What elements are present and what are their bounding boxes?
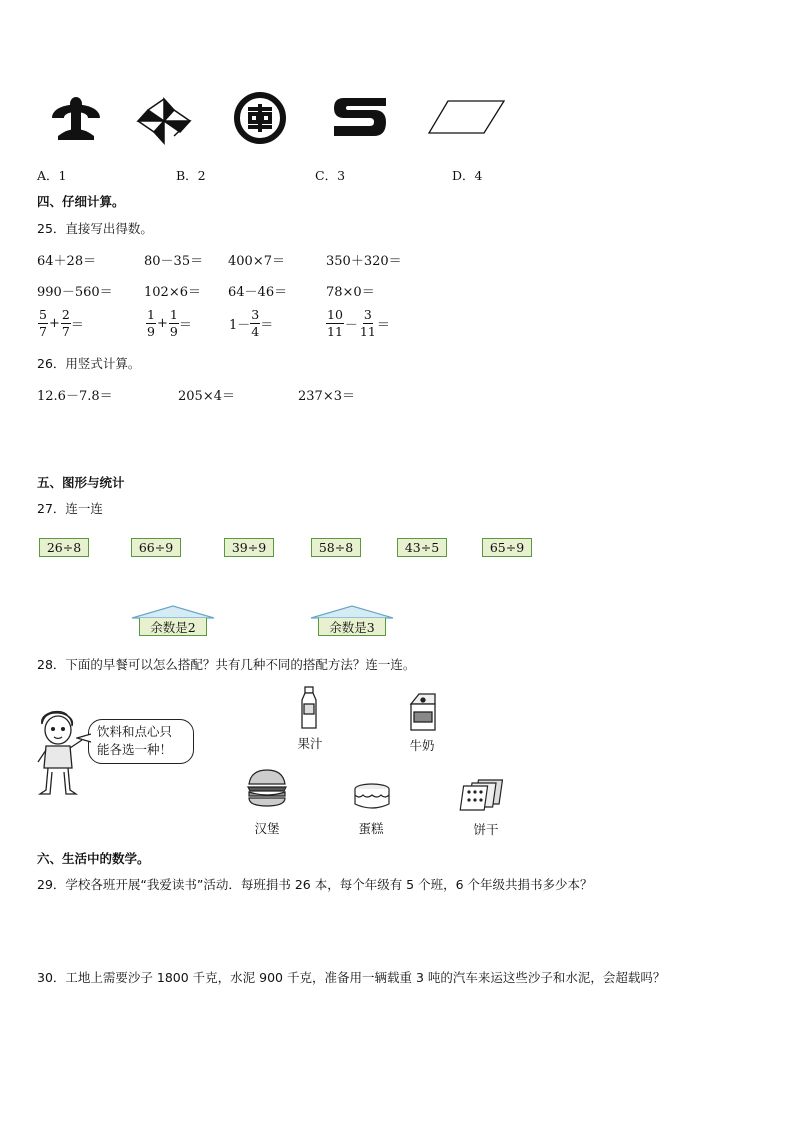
q25-r1-c2: 80－35＝ — [144, 254, 204, 269]
speech-line-2: 能各选一种！ — [97, 742, 173, 757]
q26-item-2: 205×4＝ — [178, 389, 235, 404]
milk-carton-icon — [405, 692, 441, 732]
hamburger-icon — [245, 768, 289, 808]
symbol-anchor-icon — [48, 92, 104, 142]
symbol-parallelogram-icon — [426, 98, 508, 136]
symbol-bank-logo-icon — [232, 92, 288, 144]
division-box-4[interactable]: 58÷8 — [311, 538, 361, 557]
q29-text: 29．学校各班开展“我爱读书”活动．每班捐书 26 本，每个年级有 5 个班，6 个年级共捐书多少本？ — [37, 877, 593, 892]
option-c: C．3 — [315, 168, 346, 183]
speech-line-1: 饮料和点心只 — [97, 724, 173, 739]
division-box-3[interactable]: 39÷9 — [224, 538, 274, 557]
division-box-1[interactable]: 26÷8 — [39, 538, 89, 557]
q25-r2-c2: 102×6＝ — [144, 285, 201, 300]
remainder-house-2[interactable] — [131, 605, 215, 636]
section-4-title: 四、仔细计算。 — [37, 194, 125, 209]
q25-r1-c3: 400×7＝ — [228, 254, 285, 269]
section-5-title: 五、图形与统计 — [37, 475, 125, 490]
remainder-house-3[interactable] — [310, 605, 394, 636]
q25-fraction-3: 1－ $\frac{3}{4}$ ＝ — [229, 307, 274, 339]
label-cake[interactable]: 蛋糕 — [358, 821, 384, 836]
speech-tail-icon — [76, 732, 92, 744]
q25-r1-c1: 64＋28＝ — [37, 254, 97, 269]
symbol-s-logo-icon — [330, 94, 390, 140]
option-a: A．1 — [37, 168, 67, 183]
q25-fraction-1: $\frac{5}{7}$ + $\frac{2}{7}$ ＝ — [39, 307, 84, 339]
q25-r1-c4: 350＋320＝ — [326, 254, 402, 269]
speech-bubble — [88, 719, 194, 764]
option-b: B．2 — [176, 168, 206, 183]
remainder-label-3: 余数是3 — [318, 618, 386, 636]
label-biscuits[interactable]: 饼干 — [473, 822, 499, 837]
q28-title: 28．下面的早餐可以怎么搭配？共有几种不同的搭配方法？连一连。 — [37, 657, 416, 672]
remainder-label-2: 余数是2 — [139, 618, 207, 636]
q25-r2-c3: 64－46＝ — [228, 285, 288, 300]
q25-fraction-4: $\frac{10}{11}$ － $\frac{3}{11}$ ＝ — [327, 307, 390, 339]
q25-r2-c1: 990－560＝ — [37, 285, 113, 300]
q30-text: 30．工地上需要沙子 1800 千克，水泥 900 千克，准备用一辆载重 3 吨的汽车来运这些沙子和水泥，会超载吗？ — [37, 970, 666, 985]
division-box-2[interactable]: 66÷9 — [131, 538, 181, 557]
q26-item-1: 12.6－7.8＝ — [37, 389, 113, 404]
division-box-5[interactable]: 43÷5 — [397, 538, 447, 557]
q25-r2-c4: 78×0＝ — [326, 285, 375, 300]
section-6-title: 六、生活中的数学。 — [37, 851, 150, 866]
label-hamburger[interactable]: 汉堡 — [254, 821, 280, 836]
division-box-6[interactable]: 65÷9 — [482, 538, 532, 557]
q26-title: 26．用竖式计算。 — [37, 356, 141, 371]
q25-title: 25．直接写出得数。 — [37, 221, 153, 236]
q26-item-3: 237×3＝ — [298, 389, 355, 404]
q25-fraction-2: $\frac{1}{9}$ + $\frac{1}{9}$ ＝ — [147, 307, 192, 339]
label-milk[interactable]: 牛奶 — [409, 738, 435, 753]
boy-cartoon-icon — [30, 710, 86, 800]
q27-title: 27．连一连 — [37, 501, 103, 516]
label-juice[interactable]: 果汁 — [297, 736, 323, 751]
juice-bottle-icon — [298, 686, 320, 730]
cake-icon — [352, 782, 392, 812]
biscuits-icon — [455, 776, 513, 814]
option-d: D．4 — [452, 168, 483, 183]
symbol-pinwheel-icon — [134, 96, 194, 146]
